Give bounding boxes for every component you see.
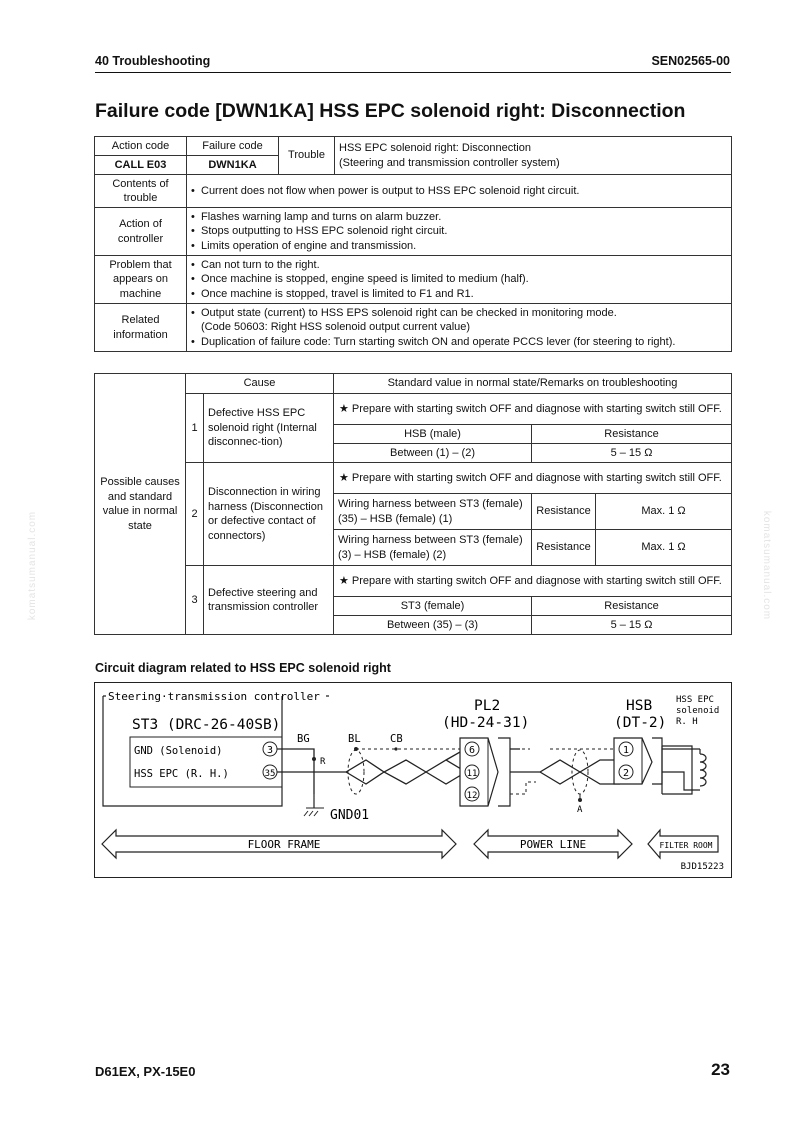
cause-3-col2: Resistance bbox=[532, 597, 732, 616]
cause-3-col1: ST3 (female) bbox=[334, 597, 532, 616]
standard-header: Standard value in normal state/Remarks on troubleshooting bbox=[334, 374, 732, 394]
diagram-title: Circuit diagram related to HSS EPC solenoid right bbox=[95, 661, 391, 675]
filter-room-label: FILTER ROOM bbox=[659, 841, 713, 850]
svg-text:2: 2 bbox=[622, 768, 630, 779]
problem-item: • Once machine is stopped, engine speed is limited to medium (half). bbox=[191, 272, 727, 287]
cause-number: 3 bbox=[186, 566, 204, 635]
cause-text: Defective steering and transmission controller bbox=[204, 566, 334, 635]
action-item: • Limits operation of engine and transmission. bbox=[191, 239, 727, 254]
action-code-label: Action code bbox=[95, 137, 187, 156]
prepare-note: ★ Prepare with starting switch OFF and diagnose with starting switch still OFF. bbox=[334, 566, 732, 597]
svg-text:12: 12 bbox=[466, 791, 478, 801]
svg-text:3: 3 bbox=[266, 745, 274, 756]
related-line-1b: (Code 50603: Right HSS solenoid output current value) bbox=[201, 321, 471, 334]
wire-bl-label: BL bbox=[348, 733, 361, 745]
wire-r-label: R bbox=[320, 757, 326, 767]
cause-text: Defective HSS EPC solenoid right (Internal disconnec-tion) bbox=[204, 394, 334, 463]
cause-3-val1: Between (35) – (3) bbox=[334, 616, 532, 635]
floor-frame-label: FLOOR FRAME bbox=[247, 838, 321, 851]
solenoid-label-1: HSS EPC bbox=[676, 695, 714, 705]
causes-side-label: Possible causes and standard value in normal state bbox=[95, 374, 186, 635]
svg-text:1: 1 bbox=[622, 745, 630, 756]
contents-label: Contents of trouble bbox=[95, 175, 187, 208]
cause-1-col2: Resistance bbox=[532, 425, 732, 444]
pl2-label: PL2 bbox=[474, 698, 501, 714]
st3-label: ST3 (DRC-26-40SB) bbox=[132, 717, 281, 733]
action-item: • Stops outputting to HSS EPC solenoid right circuit. bbox=[191, 224, 727, 239]
cause-1-col1: HSB (male) bbox=[334, 425, 532, 444]
action-item: • Flashes warning lamp and turns on alarm buzzer. bbox=[191, 210, 727, 225]
svg-text:6: 6 bbox=[468, 745, 476, 756]
action-code-value: CALL E03 bbox=[95, 156, 187, 175]
related-text bbox=[187, 304, 732, 352]
causes-table bbox=[94, 373, 732, 635]
svg-text:35: 35 bbox=[264, 769, 276, 779]
trouble-label: Trouble bbox=[279, 137, 335, 175]
watermark-left: komatsumanual.com bbox=[27, 510, 39, 621]
wire-cb-label: CB bbox=[390, 733, 403, 745]
pl2-type: (HD-24-31) bbox=[442, 715, 530, 731]
power-line-label: POWER LINE bbox=[519, 838, 587, 851]
problem-label: Problem that appears on machine bbox=[95, 256, 187, 304]
hsb-label: HSB bbox=[626, 698, 653, 714]
page-title: Failure code [DWN1KA] HSS EPC solenoid right: Disconnection bbox=[95, 100, 686, 122]
problem-item: • Can not turn to the right. bbox=[191, 258, 727, 273]
problem-item: • Once machine is stopped, travel is limited to F1 and R1. bbox=[191, 287, 727, 302]
trouble-description bbox=[335, 137, 732, 175]
cause-text: Disconnection in wiring harness (Disconnection or defective contact of connectors) bbox=[204, 463, 334, 566]
cause-2-row2-value: Max. 1 Ω bbox=[596, 530, 732, 566]
contents-item: • Current does not flow when power is output to HSS EPC solenoid right circuit. bbox=[191, 184, 727, 199]
section-header: 40 Troubleshooting bbox=[95, 54, 211, 68]
trouble-line-1: HSS EPC solenoid right: Disconnection bbox=[339, 142, 531, 154]
prepare-note: ★ Prepare with starting switch OFF and diagnose with starting switch still OFF. bbox=[334, 463, 732, 494]
cause-header: Cause bbox=[186, 374, 334, 394]
document-id: SEN02565-00 bbox=[651, 54, 730, 68]
trouble-line-2: (Steering and transmission controller system) bbox=[339, 156, 560, 169]
action-label: Action of controller bbox=[95, 208, 187, 256]
related-line-1: • Output state (current) to HSS EPS solenoid right can be checked in monitoring mode. bbox=[201, 306, 617, 319]
circuit-diagram bbox=[94, 682, 732, 878]
failure-code-value: DWN1KA bbox=[187, 156, 279, 175]
cause-2-row2-label: Resistance bbox=[532, 530, 596, 566]
related-item bbox=[191, 306, 727, 335]
cause-2-row1-label: Resistance bbox=[532, 494, 596, 530]
page-number: 23 bbox=[711, 1060, 730, 1079]
contents-text bbox=[187, 175, 732, 208]
cause-3-val2: 5 – 15 Ω bbox=[532, 616, 732, 635]
controller-label: Steering·transmission controller bbox=[108, 690, 320, 703]
hsb-type: (DT-2) bbox=[614, 715, 667, 731]
problem-text bbox=[187, 256, 732, 304]
prepare-note: ★ Prepare with starting switch OFF and diagnose with starting switch still OFF. bbox=[334, 394, 732, 425]
figure-id: BJD15223 bbox=[680, 862, 724, 872]
action-text bbox=[187, 208, 732, 256]
point-a-label: A bbox=[577, 805, 583, 815]
cause-number: 1 bbox=[186, 394, 204, 463]
cause-2-row2: Wiring harness between ST3 (female) (3) – HSB (female) (2) bbox=[334, 530, 532, 566]
cause-1-val1: Between (1) – (2) bbox=[334, 444, 532, 463]
solenoid-label-2: solenoid bbox=[676, 706, 720, 716]
hss-epc-label: HSS EPC (R. H.) bbox=[134, 768, 229, 780]
ground-label: GND01 bbox=[330, 808, 370, 823]
gnd-solenoid-label: GND (Solenoid) bbox=[134, 745, 223, 757]
failure-code-label: Failure code bbox=[187, 137, 279, 156]
solenoid-label-3: R. H bbox=[676, 717, 698, 727]
header-rule bbox=[95, 72, 731, 73]
footer-model: D61EX, PX-15E0 bbox=[95, 1064, 196, 1079]
cause-2-row1-value: Max. 1 Ω bbox=[596, 494, 732, 530]
cause-2-row1: Wiring harness between ST3 (female) (35) – HSB (female) (1) bbox=[334, 494, 532, 530]
wire-bg-label: BG bbox=[297, 733, 310, 745]
cause-1-val2: 5 – 15 Ω bbox=[532, 444, 732, 463]
failure-info-table bbox=[94, 136, 732, 352]
watermark-right: komatsumanual.com bbox=[761, 510, 773, 621]
svg-text:11: 11 bbox=[466, 769, 478, 779]
cause-number: 2 bbox=[186, 463, 204, 566]
related-label: Related information bbox=[95, 304, 187, 352]
related-item: • Duplication of failure code: Turn starting switch ON and operate PCCS lever (for steering to right). bbox=[191, 335, 727, 350]
